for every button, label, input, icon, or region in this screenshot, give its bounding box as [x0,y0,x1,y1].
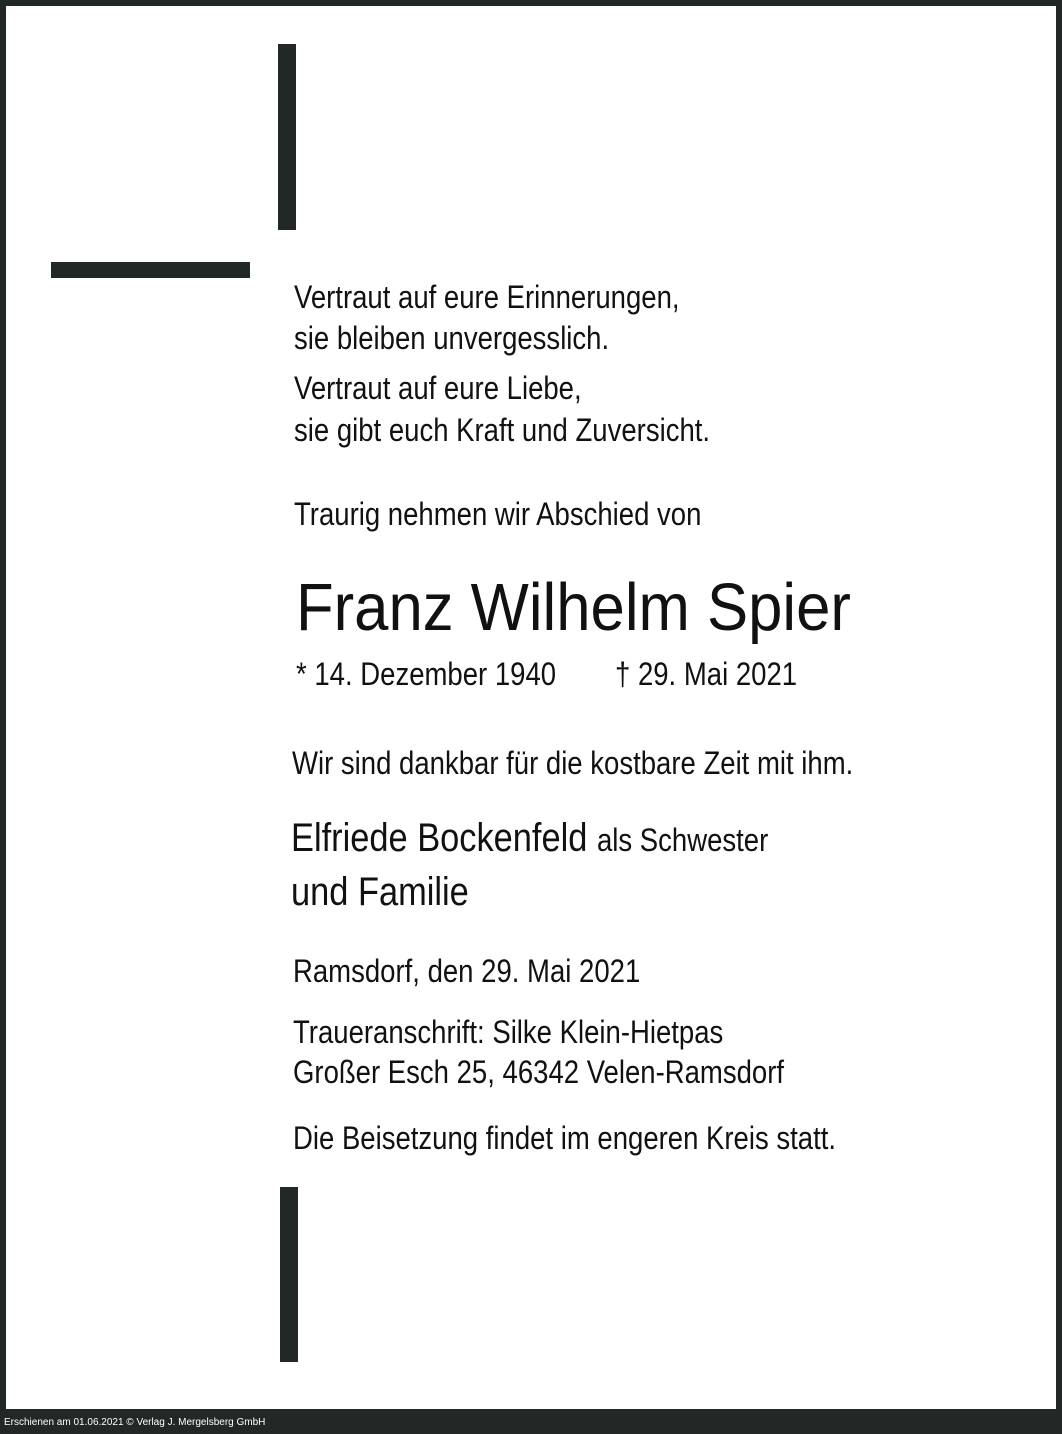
mourner-family: und Familie [291,870,469,914]
birth-date: * 14. Dezember 1940 [296,656,557,692]
cross-left-bar [51,262,250,278]
poem-line-2: sie bleiben unvergesslich. [294,320,610,356]
deceased-name: Franz Wilhelm Spier [296,570,851,645]
publication-footer: Erschienen am 01.06.2021 © Verlag J. Mergelsberg GmbH [4,1417,266,1428]
funeral-note: Die Beisetzung findet im engeren Kreis statt. [293,1120,837,1156]
intro-text: Traurig nehmen wir Abschied von [294,496,702,532]
cross-top-bar [278,44,296,230]
address-line-1: Traueranschrift: Silke Klein-Hietpas [293,1014,724,1050]
poem-line-1: Vertraut auf eure Erinnerungen, [294,279,680,315]
mourner-relation: als Schwester [596,822,769,858]
address-line-2: Großer Esch 25, 46342 Velen-Ramsdorf [293,1054,785,1090]
cross-bottom-bar [280,1187,298,1362]
gratitude-text: Wir sind dankbar für die kostbare Zeit mit ihm. [292,745,854,781]
poem-line-4: sie gibt euch Kraft und Zuversicht. [294,412,711,448]
mourner-line [291,818,768,858]
death-date: † 29. Mai 2021 [615,656,798,692]
poem-line-3: Vertraut auf eure Liebe, [294,370,582,406]
obituary-notice [6,6,1056,1409]
place-date: Ramsdorf, den 29. Mai 2021 [293,953,641,989]
mourner-name: Elfriede Bockenfeld [291,816,588,860]
